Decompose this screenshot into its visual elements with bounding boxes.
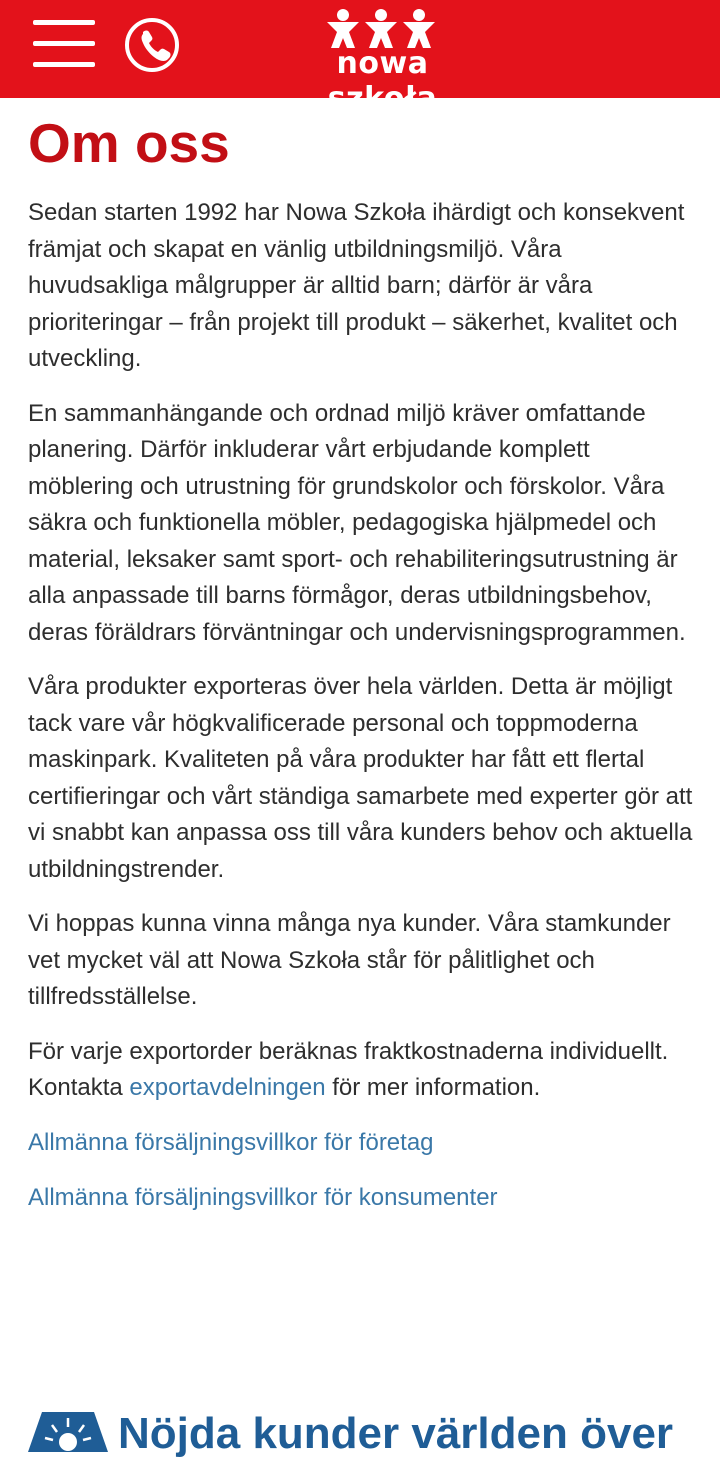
export-department-link[interactable]: exportavdelningen — [129, 1074, 326, 1101]
paragraph-offer: En sammanhängande och ordnad miljö kräver omfattande planering. Därför inkluderar vårt erbjudande komplett möblering och utrustning för grundskolor och förskolor. Våra säkra och funktionella möbler, pedagogiska hjälpmedel och material, leksaker samt sport- och rehabiliteringsutrustning är alla anpassade till barns förmågor, deras utbildningsbehov, deras föräldrars förväntningar och undervisningsprogrammen. — [28, 399, 686, 646]
satisfied-customers-section — [28, 1408, 720, 1458]
terms-consumer-link[interactable]: Allmänna försäljningsvillkor för konsumenter — [28, 1183, 498, 1211]
paragraph-export: Våra produkter exporteras över hela världen. Detta är möjligt tack vare vår högkvalificerade personal och toppmoderna maskinpark. Kvaliteten på våra produkter har fått ett flertal certifieringar och vårt ständiga samarbete med experter gör att vi snabbt kan anpassa oss till våra kunders behov och aktuella utbildningstrender. — [28, 673, 693, 883]
sun-badge-icon — [28, 1412, 108, 1452]
shipping-text-before: För varje exportorder beräknas fraktkostnaderna individuellt. Kontakta — [28, 1037, 669, 1101]
paragraph-customers: Vi hoppas kunna vinna många nya kunder. Våra stamkunder vet mycket väl att Nowa Szkoła står för pålitlighet och tillfredsställelse. — [28, 910, 671, 1010]
paragraph-shipping — [28, 1034, 696, 1107]
shipping-text-after: för mer information. — [325, 1074, 541, 1101]
top-header — [0, 0, 720, 116]
paragraph-intro: Sedan starten 1992 har Nowa Szkoła ihärdigt och konsekvent främjat och skapat en vänlig utbildningsmiljö. Våra huvudsakliga målgrupper är alltid barn; därför är våra prioriteringar – från projekt till produkt – säkerhet, kvalitet och utveckling. — [28, 199, 685, 372]
nowa-szkola-logo[interactable] — [280, 8, 485, 116]
children-logo-icon — [325, 8, 437, 48]
terms-business-link[interactable]: Allmänna försäljningsvillkor för företag — [28, 1128, 434, 1156]
phone-icon[interactable] — [124, 17, 180, 73]
page-title: Om oss — [28, 112, 230, 174]
hamburger-menu-icon[interactable] — [33, 20, 95, 70]
satisfied-customers-title: Nöjda kunder världen över — [118, 1409, 674, 1458]
logo-text: nowa szkoła — [327, 46, 438, 116]
main-content — [28, 110, 696, 1235]
